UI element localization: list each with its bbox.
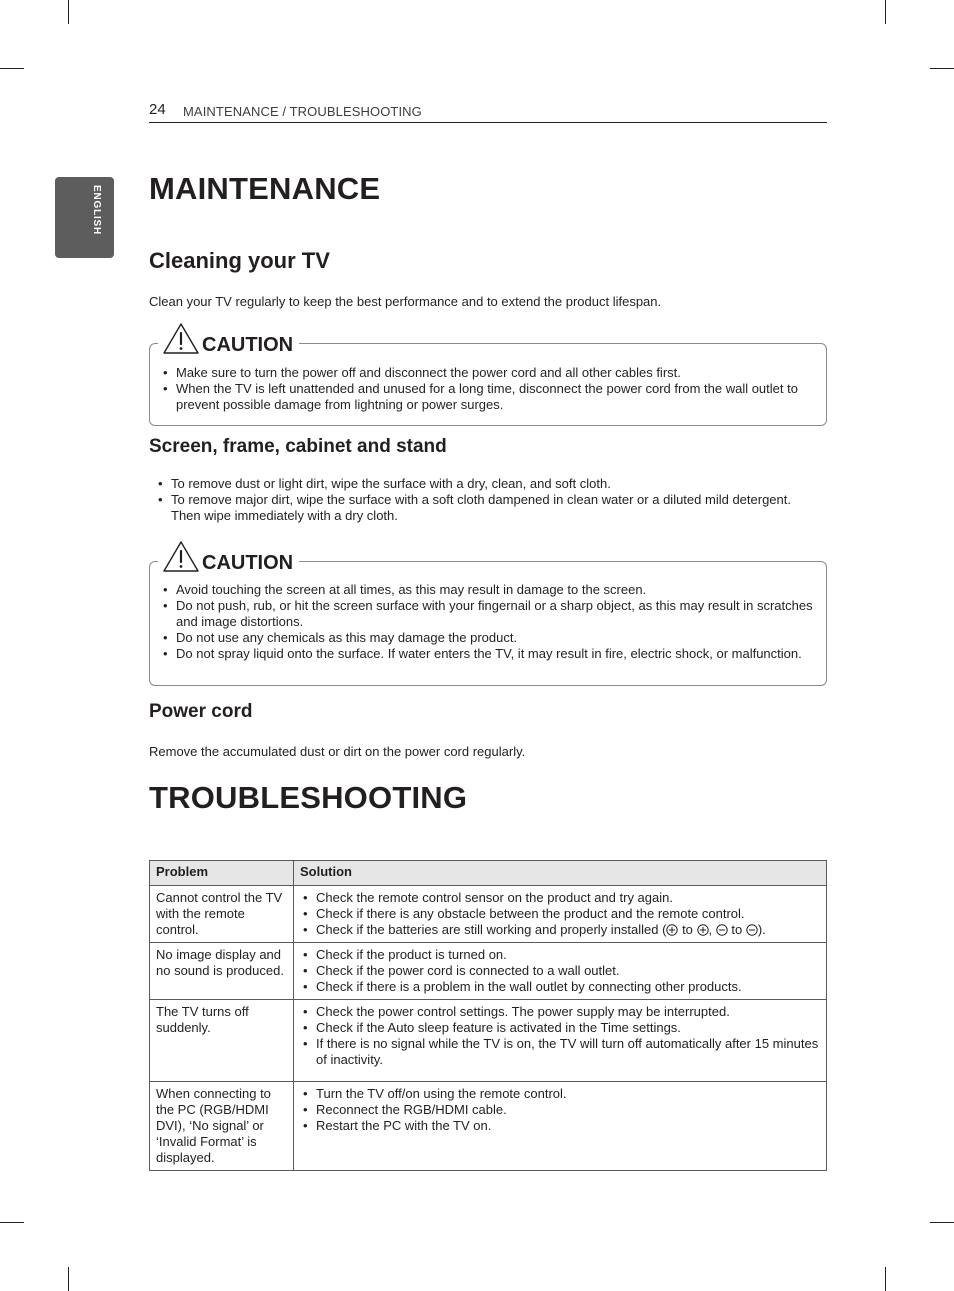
list-item: • Do not spray liquid onto the surface. If water enters the TV, it may result in fire, electric shock, or malfunction.	[163, 646, 813, 662]
list-item: • Check if the power cord is connected to a wall outlet.	[303, 963, 820, 979]
crop-mark	[0, 1222, 24, 1223]
crop-mark	[68, 1267, 69, 1291]
caution-list	[163, 582, 813, 662]
troubleshooting-table	[149, 860, 827, 1171]
plus-terminal-icon	[697, 924, 709, 936]
list-item: • Check if there is any obstacle between the product and the remote control.	[303, 906, 820, 922]
caution-box-cleaning	[149, 334, 827, 426]
maintenance-title: MAINTENANCE	[149, 171, 381, 206]
troubleshooting-title: TROUBLESHOOTING	[149, 780, 468, 815]
power-cord-heading: Power cord	[149, 701, 253, 722]
minus-terminal-icon	[746, 924, 758, 936]
screen-list	[158, 476, 818, 524]
screen-heading: Screen, frame, cabinet and stand	[149, 436, 447, 457]
problem-cell: When connecting to the PC (RGB/HDMI DVI), ‘No signal’ or ‘Invalid Format’ is displayed.	[150, 1082, 294, 1171]
table-row	[150, 886, 827, 943]
list-item	[303, 922, 820, 938]
caution-header	[158, 320, 299, 356]
caution-box-screen	[149, 552, 827, 686]
list-item: • Make sure to turn the power off and disconnect the power cord and all other cables first.	[163, 365, 813, 381]
list-item: • To remove major dirt, wipe the surface with a soft cloth dampened in clean water or a diluted mild detergent. Then wipe immediately with a dry cloth.	[158, 492, 818, 524]
list-item: • Check the remote control sensor on the product and try again.	[303, 890, 820, 906]
caution-label: CAUTION	[202, 334, 294, 356]
solution-cell	[294, 886, 827, 943]
battery-text-prefix: Check if the batteries are still working and properly installed (	[316, 922, 667, 937]
plus-terminal-icon	[666, 924, 678, 936]
column-header-problem: Problem	[150, 861, 294, 886]
list-item: • Restart the PC with the TV on.	[303, 1118, 820, 1134]
list-item: • Check if the Auto sleep feature is activated in the Time settings.	[303, 1020, 820, 1036]
table-header-row	[150, 861, 827, 886]
solution-list	[303, 947, 820, 995]
caution-header	[158, 538, 299, 574]
list-item: • Check if the product is turned on.	[303, 947, 820, 963]
solution-cell	[294, 1000, 827, 1082]
solution-list	[303, 890, 820, 938]
list-item: • Check the power control settings. The power supply may be interrupted.	[303, 1004, 820, 1020]
list-item: • Do not push, rub, or hit the screen surface with your fingernail or a sharp object, as this may result in scratches and image distortions.	[163, 598, 813, 630]
problem-cell: The TV turns off suddenly.	[150, 1000, 294, 1082]
cleaning-heading: Cleaning your TV	[149, 248, 330, 273]
caution-label: CAUTION	[202, 552, 294, 574]
problem-cell: No image display and no sound is produced.	[150, 943, 294, 1000]
list-item: • If there is no signal while the TV is on, the TV will turn off automatically after 15 minutes of inactivity.	[303, 1036, 820, 1068]
list-item: • Do not use any chemicals as this may damage the product.	[163, 630, 813, 646]
table-row	[150, 943, 827, 1000]
solution-cell	[294, 943, 827, 1000]
crop-mark	[930, 1222, 954, 1223]
page-header	[149, 100, 827, 123]
list-item: • To remove dust or light dirt, wipe the surface with a dry, clean, and soft cloth.	[158, 476, 818, 492]
crop-mark	[885, 1267, 886, 1291]
caution-list	[163, 365, 813, 413]
list-item: • Check if there is a problem in the wall outlet by connecting other products.	[303, 979, 820, 995]
warning-triangle-icon	[162, 540, 200, 574]
table-row	[150, 1082, 827, 1171]
crop-mark	[885, 0, 886, 24]
list-item: • Turn the TV off/on using the remote control.	[303, 1086, 820, 1102]
power-cord-text: Remove the accumulated dust or dirt on the power cord regularly.	[149, 744, 526, 759]
warning-triangle-icon	[162, 322, 200, 356]
solution-list	[303, 1086, 820, 1134]
list-item: • Avoid touching the screen at all times, as this may result in damage to the screen.	[163, 582, 813, 598]
cleaning-intro: Clean your TV regularly to keep the best performance and to extend the product lifespan.	[149, 294, 662, 309]
language-tab-label: ENGLISH	[91, 185, 102, 236]
battery-text-separator: ,	[708, 922, 716, 937]
column-header-solution: Solution	[294, 861, 827, 886]
minus-terminal-icon	[716, 924, 728, 936]
solution-list	[303, 1004, 820, 1068]
table-row	[150, 1000, 827, 1082]
crop-mark	[68, 0, 69, 24]
language-tab	[55, 177, 114, 258]
battery-text-suffix: ).	[757, 922, 766, 937]
crop-mark	[930, 68, 954, 69]
list-item: • Reconnect the RGB/HDMI cable.	[303, 1102, 820, 1118]
battery-text-to: to	[727, 922, 746, 937]
crop-mark	[0, 68, 24, 69]
running-head: MAINTENANCE / TROUBLESHOOTING	[183, 104, 422, 119]
battery-text-to: to	[678, 922, 697, 937]
page-number: 24	[149, 101, 166, 118]
solution-cell	[294, 1082, 827, 1171]
problem-cell: Cannot control the TV with the remote control.	[150, 886, 294, 943]
list-item: • When the TV is left unattended and unused for a long time, disconnect the power cord from the wall outlet to prevent possible damage from lightning or power surges.	[163, 381, 813, 413]
